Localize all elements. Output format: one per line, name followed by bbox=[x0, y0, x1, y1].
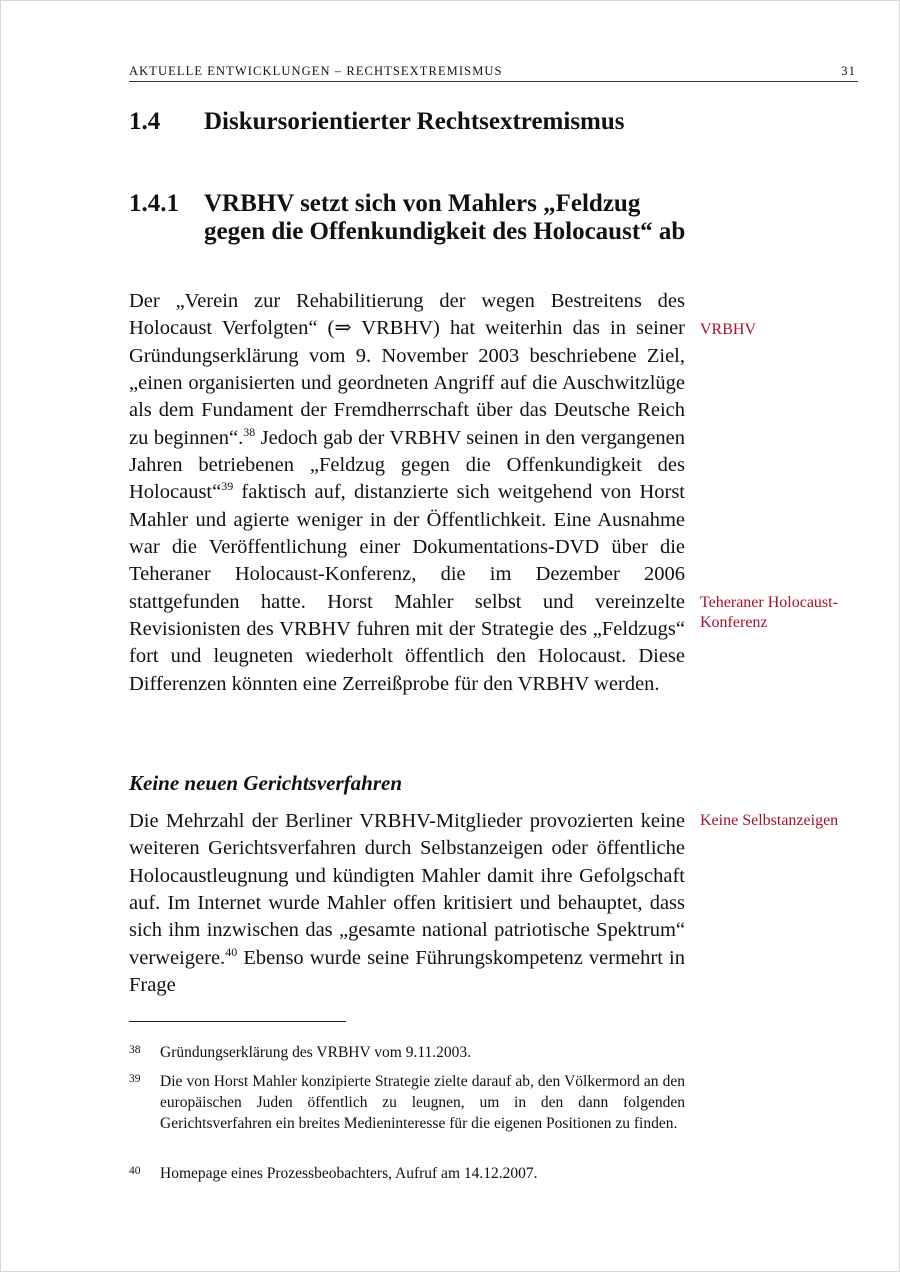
subsection-number: 1.4.1 bbox=[129, 190, 179, 217]
footnote-40 bbox=[129, 1164, 685, 1185]
header-title: AKTUELLE ENTWICKLUNGEN – RECHTSEXTREMISMUS bbox=[129, 64, 503, 78]
margin-note-teheraner: Teheraner Holocaust-Konferenz bbox=[700, 594, 838, 631]
para1-text-1: Der „Verein zur Rehabilitierung der wegen Bestreitens des Holocaust Verfolgten“ ( bbox=[129, 290, 685, 340]
page-number: 31 bbox=[841, 64, 856, 78]
subheading: Keine neuen Gerichtsverfahren bbox=[129, 771, 402, 795]
footnote-number: 40 bbox=[129, 1165, 141, 1177]
footnote-divider bbox=[129, 1021, 346, 1022]
footnote-text: Die von Horst Mahler konzipierte Strategie zielte darauf ab, den Völkermord an den europäischen Juden öffentlich zu leugnen, um in den dann folgenden Gerichtsverfahren ein breites Medieninteresse für die eigenen Positionen zu finden. bbox=[160, 1073, 685, 1132]
footnote-39 bbox=[129, 1072, 685, 1134]
para2-text-2: Ebenso wurde seine Führungskompetenz vermehrt in Frage bbox=[129, 946, 685, 997]
subsection-heading bbox=[129, 190, 689, 246]
section-title: Diskursorientierter Rechtsextremismus bbox=[204, 108, 625, 135]
footnote-ref-39[interactable]: 39 bbox=[221, 479, 234, 494]
footnote-number: 38 bbox=[129, 1044, 141, 1056]
para1-text-2: VRBHV) hat weiterhin das in seiner Gründungserklärung vom 9. November 2003 beschriebene Ziel, „einen organisierten und geordneten Angriff auf die Auschwitzlüge als dem Fundament der Fremdherrschaft über das Deutsche Reich zu beginnen“. bbox=[129, 317, 686, 449]
footnote-text: Gründungserklärung des VRBHV vom 9.11.2003. bbox=[160, 1044, 471, 1061]
section-number: 1.4 bbox=[129, 108, 161, 135]
footnote-text: Homepage eines Prozessbeobachters, Aufruf am 14.12.2007. bbox=[160, 1165, 538, 1182]
body-paragraph-1 bbox=[129, 288, 685, 698]
margin-note-vrbhv: VRBHV bbox=[700, 321, 757, 338]
para1-text-3: Jedoch gab der VRBHV seinen in den vergangenen Jahren betriebenen „Feldzug gegen die Offenkundigkeit des Holocaust“ bbox=[129, 426, 685, 504]
running-header bbox=[129, 63, 858, 82]
footnote-38 bbox=[129, 1043, 685, 1064]
margin-note-selbstanzeigen: Keine Selbstanzeigen bbox=[700, 812, 839, 829]
body-paragraph-2 bbox=[129, 808, 685, 999]
cross-reference-arrow-icon: ⇒ bbox=[334, 317, 352, 340]
section-heading bbox=[129, 108, 689, 136]
footnote-ref-38[interactable]: 38 bbox=[243, 424, 256, 439]
subsection-title: VRBHV setzt sich von Mahlers „Feldzug gegen die Offenkundigkeit des Holocaust“ ab bbox=[204, 190, 686, 245]
para2-text-1: Die Mehrzahl der Berliner VRBHV-Mitglieder provozierten keine weiteren Gerichtsverfahren durch Selbstanzeigen oder öffentliche Holocaustleugnung und kündigten Mahler damit ihre Gefolgschaft auf. Im Internet wurde Mahler offen kritisiert und behauptet, dass sich ihm inzwischen das „gesamte national patriotische Spektrum“ verweigere. bbox=[129, 810, 685, 969]
para1-text-4: faktisch auf, distanzierte sich weitgehend von Horst Mahler und agierte weniger in der Öffentlichkeit. Eine Ausnahme war die Veröffentlichung einer Dokumentations-DVD über die Teheraner Holocaust-Konferenz, die im Dezember 2006 stattgefunden hatte. Horst Mahler selbst und vereinzelte Revisionisten des VRBHV fuhren mit der Strategie des „Feldzugs“ fort und leugneten wiederholt öffentlich den Holocaust. Diese Differenzen könnten eine Zerreißprobe für den VRBHV werden. bbox=[129, 481, 685, 695]
footnote-number: 39 bbox=[129, 1073, 141, 1085]
footnote-ref-40[interactable]: 40 bbox=[225, 944, 238, 959]
